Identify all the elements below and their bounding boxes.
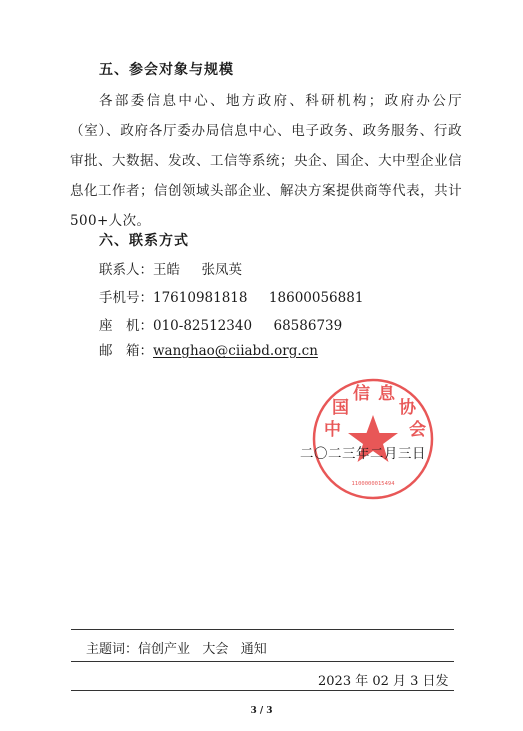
subject-keywords: 主题词：信创产业 大会 通知 xyxy=(86,642,267,657)
svg-text:1100000015494: 1100000015494 xyxy=(351,481,395,487)
contact-person-row xyxy=(99,258,242,278)
section-5-body: 各部委信息中心、地方政府、科研机构；政府办公厅（室）、政府各厅委办局信息中心、电子政务、政务服务、行政审批、大数据、发改、工信等系统；央企、国企、大中型企业信息化工作者；信创领域头部企业、解决方案提供商等代表，共计 500+人次。 xyxy=(70,93,462,229)
footer-rule-middle xyxy=(71,661,454,662)
page-number: 3 / 3 xyxy=(250,706,273,716)
sent-date: 2023 年 02 月 3 日发 xyxy=(318,674,449,689)
phone-numbers: 010-82512340 68586739 xyxy=(153,318,343,334)
email-row xyxy=(99,339,318,359)
mobile-row xyxy=(99,286,363,306)
footer-rule-top xyxy=(71,629,454,630)
contact-person-names: 王皓 张凤英 xyxy=(153,262,242,278)
email-label: 邮 箱： xyxy=(99,343,153,359)
svg-text:中 国 信 息 协: 中 国 信 息 协 会 xyxy=(324,384,426,440)
mobile-label: 手机号： xyxy=(99,290,153,306)
footer-rule-bottom xyxy=(71,690,454,691)
official-seal xyxy=(311,377,435,501)
mobile-numbers: 17610981818 18600056881 xyxy=(153,290,364,306)
phone-label: 座 机： xyxy=(99,318,153,334)
section-5-heading: 五、参会对象与规模 xyxy=(99,62,234,78)
phone-row xyxy=(99,314,342,334)
contact-person-label: 联系人： xyxy=(99,262,153,278)
document-date: 二〇二三年二月三日 xyxy=(300,446,426,462)
email-link[interactable]: wanghao@ciiabd.org.cn xyxy=(153,343,318,359)
section-6-heading: 六、联系方式 xyxy=(99,233,189,249)
